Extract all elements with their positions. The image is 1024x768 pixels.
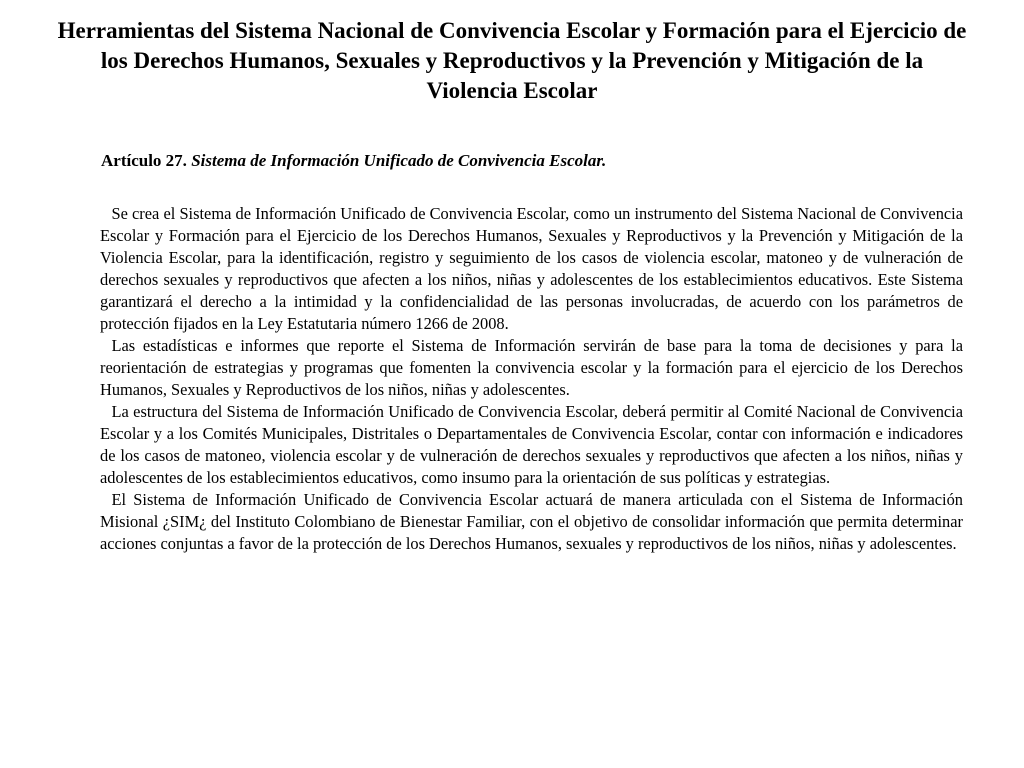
article-body <box>100 203 963 555</box>
paragraph: La estructura del Sistema de Información Unificado de Convivencia Escolar, deberá permitir al Comité Nacional de Convivencia Escolar y a los Comités Municipales, Distritales o Departamentales de Convivencia Escolar, contar con información e indicadores de los casos de matoneo, violencia escolar y de vulneración de derechos sexuales y reproductivos que afecten a los niños, niñas y adolescentes de los establecimientos educativos, como insumo para la orientación de sus políticas y estrategias. <box>100 402 963 487</box>
article-heading <box>101 150 961 172</box>
paragraph: Las estadísticas e informes que reporte el Sistema de Información servirán de base para la toma de decisiones y para la reorientación de estrategias y programas que fomenten la convivencia escolar y la formación para el ejercicio de los Derechos Humanos, Sexuales y Reproductivos de los niños, niñas y adolescentes. <box>100 336 963 399</box>
paragraph: Se crea el Sistema de Información Unificado de Convivencia Escolar, como un instrumento del Sistema Nacional de Convivencia Escolar y Formación para el Ejercicio de los Derechos Humanos, Sexuales y Reproductivos y la Prevención y Mitigación de la Violencia Escolar, para la identificación, registro y seguimiento de los casos de violencia escolar, matoneo y de vulneración de derechos sexuales y reproductivos que afecten a los niños, niñas y adolescentes de los establecimientos educativos. Este Sistema garantizará el derecho a la intimidad y la confidencialidad de las personas involucradas, de acuerdo con los parámetros de protección fijados en la Ley Estatutaria número 1266 de 2008. <box>100 204 963 333</box>
paragraph: El Sistema de Información Unificado de Convivencia Escolar actuará de manera articulada con el Sistema de Información Misional ¿SIM¿ del Instituto Colombiano de Bienestar Familiar, con el objetivo de consolidar información que permita determinar acciones conjuntas a favor de la protección de los Derechos Humanos, sexuales y reproductivos de los niños, niñas y adolescentes. <box>100 490 963 553</box>
article-name: Sistema de Información Unificado de Convivencia Escolar. <box>191 151 607 170</box>
article-number: Artículo 27. <box>101 151 187 170</box>
page-title: Herramientas del Sistema Nacional de Convivencia Escolar y Formación para el Ejercicio de los Derechos Humanos, Sexuales y Reproductivos y la Prevención y Mitigación de la Violencia Escolar <box>57 18 967 103</box>
